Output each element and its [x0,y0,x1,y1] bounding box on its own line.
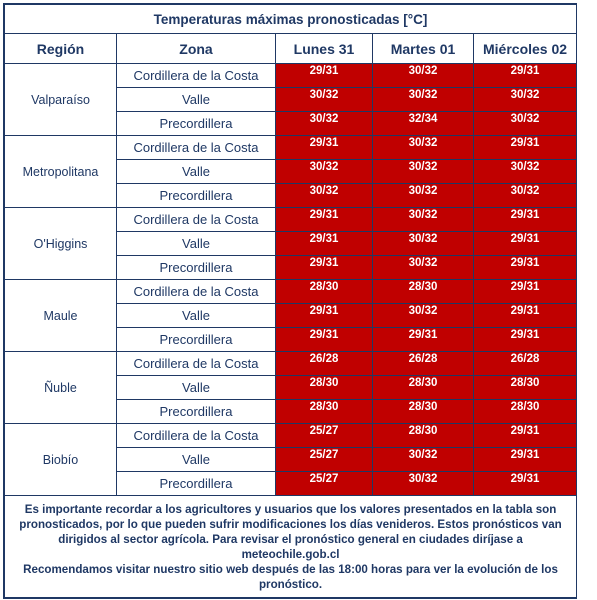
table-row [5,280,577,304]
temperature-cell: 25/27 [276,424,373,448]
temperature-cell: 30/32 [276,88,373,112]
temperature-cell: 30/32 [373,232,474,256]
temperature-cell: 29/31 [474,304,577,328]
zone-name: Precordillera [117,328,276,352]
temperature-cell: 25/27 [276,472,373,496]
header-row [5,34,577,64]
temperature-cell: 30/32 [474,160,577,184]
zone-name: Precordillera [117,256,276,280]
temperature-cell: 29/31 [276,64,373,88]
temperature-cell: 29/31 [474,448,577,472]
temperature-cell: 30/32 [474,112,577,136]
temperature-cell: 28/30 [276,400,373,424]
temperature-cell: 30/32 [373,184,474,208]
disclaimer-note [5,496,577,598]
table-title: Temperaturas máximas pronosticadas [°C] [5,5,577,34]
temperature-cell: 29/31 [276,256,373,280]
zone-name: Valle [117,88,276,112]
table-row [5,424,577,448]
forecast-table-frame [3,3,577,599]
header-day-1: Lunes 31 [276,34,373,64]
temperature-cell: 30/32 [474,88,577,112]
temperature-cell: 28/30 [474,376,577,400]
temperature-cell: 28/30 [373,280,474,304]
temperature-cell: 28/30 [474,400,577,424]
temperature-cell: 28/30 [373,424,474,448]
temperature-cell: 28/30 [373,400,474,424]
temperature-cell: 30/32 [373,448,474,472]
temperature-cell: 29/31 [276,304,373,328]
temperature-cell: 30/32 [276,112,373,136]
region-name: Maule [5,280,117,352]
table-row [5,64,577,88]
zone-name: Cordillera de la Costa [117,280,276,304]
temperature-cell: 29/31 [474,280,577,304]
region-name: Biobío [5,424,117,496]
temperature-cell: 30/32 [474,184,577,208]
zone-name: Precordillera [117,400,276,424]
temperature-cell: 29/31 [276,208,373,232]
zone-name: Valle [117,304,276,328]
region-name: Metropolitana [5,136,117,208]
temperature-cell: 30/32 [373,208,474,232]
disclaimer-text: Es importante recordar a los agricultores y usuarios que los valores presentados en la tabla son pronosticados, por lo que pueden sufrir modificaciones los días venideros. Estos pronósticos van dirigidos al sector agrícola. Para revisar el pronóstico general en ciudades diríjase a meteochile.gob.cl [19,503,562,561]
header-region: Región [5,34,117,64]
temperature-cell: 30/32 [373,64,474,88]
temperature-cell: 30/32 [373,88,474,112]
region-name: O'Higgins [5,208,117,280]
zone-name: Cordillera de la Costa [117,136,276,160]
zone-name: Cordillera de la Costa [117,208,276,232]
temperature-cell: 26/28 [474,352,577,376]
temperature-cell: 30/32 [373,304,474,328]
temperature-cell: 29/31 [474,232,577,256]
temperature-cell: 30/32 [373,472,474,496]
zone-name: Valle [117,448,276,472]
temperature-cell: 29/31 [474,424,577,448]
zone-name: Precordillera [117,184,276,208]
header-zona: Zona [117,34,276,64]
temperature-cell: 26/28 [373,352,474,376]
temperature-cell: 30/32 [373,136,474,160]
temperature-cell: 29/31 [276,328,373,352]
temperature-cell: 29/31 [474,208,577,232]
zone-name: Cordillera de la Costa [117,64,276,88]
temperature-cell: 25/27 [276,448,373,472]
recommendation-text: Recomendamos visitar nuestro sitio web después de las 18:00 horas para ver la evolución de los pronóstico. [23,563,558,591]
zone-name: Valle [117,376,276,400]
temperature-cell: 29/31 [474,472,577,496]
temperature-cell: 29/31 [276,232,373,256]
zone-name: Cordillera de la Costa [117,352,276,376]
temperature-cell: 30/32 [276,160,373,184]
forecast-table [4,4,577,598]
zone-name: Precordillera [117,112,276,136]
header-day-3: Miércoles 02 [474,34,577,64]
temperature-cell: 30/32 [373,256,474,280]
region-name: Ñuble [5,352,117,424]
temperature-cell: 29/31 [276,136,373,160]
zone-name: Valle [117,160,276,184]
temperature-cell: 29/31 [474,328,577,352]
region-name: Valparaíso [5,64,117,136]
table-row [5,352,577,376]
temperature-cell: 29/31 [474,136,577,160]
temperature-cell: 29/31 [373,328,474,352]
temperature-cell: 30/32 [276,184,373,208]
header-day-2: Martes 01 [373,34,474,64]
temperature-cell: 30/32 [373,160,474,184]
table-row [5,136,577,160]
temperature-cell: 28/30 [373,376,474,400]
zone-name: Valle [117,232,276,256]
table-row [5,208,577,232]
temperature-cell: 29/31 [474,64,577,88]
temperature-cell: 28/30 [276,280,373,304]
temperature-cell: 29/31 [474,256,577,280]
temperature-cell: 26/28 [276,352,373,376]
temperature-cell: 32/34 [373,112,474,136]
temperature-cell: 28/30 [276,376,373,400]
zone-name: Cordillera de la Costa [117,424,276,448]
zone-name: Precordillera [117,472,276,496]
